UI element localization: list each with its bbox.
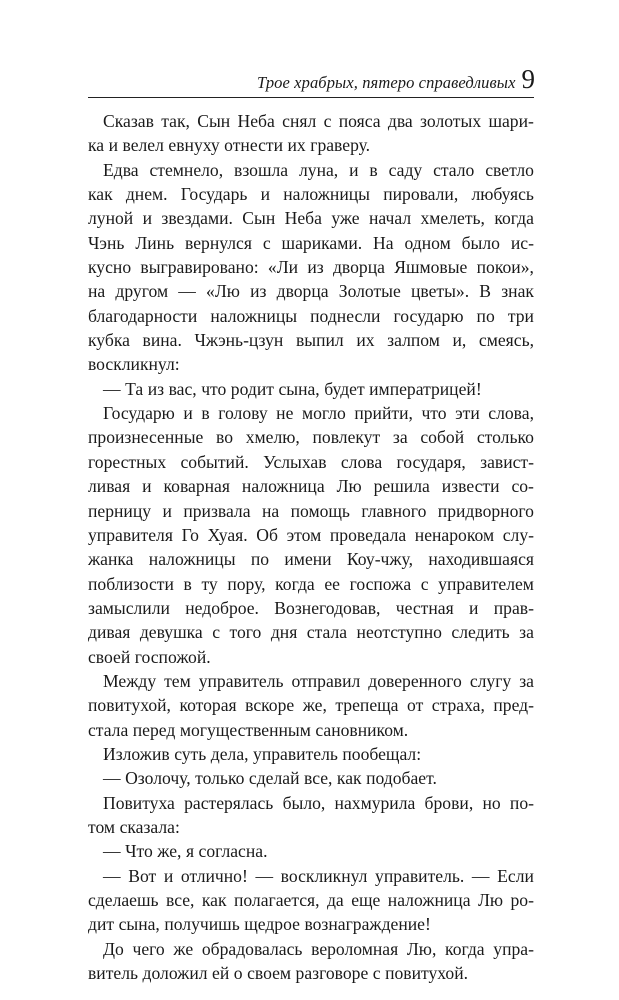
text-line: произнесенные во хмелю, повлекут за собой столько bbox=[88, 427, 534, 448]
text-line: дивая девушка с того дня стала неотступно следить за bbox=[88, 622, 534, 643]
text-line: Между тем управитель отправил доверенного слугу за bbox=[103, 670, 534, 691]
text-line: Чэнь Линь вернулся с шариками. На одном было ис- bbox=[88, 232, 534, 253]
text-line: — Что же, я согласна. bbox=[103, 841, 268, 862]
text-line: — Та из вас, что родит сына, будет императрицей! bbox=[103, 378, 482, 399]
text-line: своей госпожой. bbox=[88, 646, 211, 667]
text-line: луной и звездами. Сын Неба уже начал хмелеть, когда bbox=[88, 208, 534, 229]
text-line: кубка вина. Чжэнь-цзун выпил их залпом и, смеясь, bbox=[88, 330, 534, 351]
text-line: управителя Го Хуая. Об этом проведала ненароком слу- bbox=[88, 524, 534, 545]
text-line: Едва стемнело, взошла луна, и в саду стало светло bbox=[103, 159, 534, 180]
header-rule bbox=[88, 97, 534, 98]
text-line: дит сына, получишь щедрое вознаграждение! bbox=[88, 914, 431, 935]
text-line: стала перед могущественным сановником. bbox=[88, 719, 409, 740]
text-line: ливая и коварная наложница Лю решила извести со- bbox=[88, 476, 534, 497]
text-line: том сказала: bbox=[88, 816, 180, 837]
text-line: Повитуха растерялась было, нахмурила брови, но по- bbox=[103, 792, 534, 813]
running-header bbox=[257, 66, 535, 93]
text-line: сделаешь все, как полагается, да еще наложница Лю ро- bbox=[88, 890, 534, 910]
text-line: Сказав так, Сын Неба снял с пояса два золотых шари- bbox=[103, 111, 534, 131]
text-line: замыслили недоброе. Вознегодовав, честная и прав- bbox=[88, 597, 534, 618]
text-line: — Озолочу, только сделай все, как подобает. bbox=[103, 768, 437, 789]
text-line: перницу и призвала на помощь главного придворного bbox=[88, 500, 534, 521]
body-text bbox=[88, 111, 534, 987]
text-line: Изложив суть дела, управитель пообещал: bbox=[103, 743, 422, 764]
text-line: Государю и в голову не могло прийти, что эти слова, bbox=[103, 403, 534, 424]
text-line: повитухой, которая вскоре же, трепеща от страха, пред- bbox=[88, 695, 534, 716]
text-line: ка и велел евнуху отнести их граверу. bbox=[88, 135, 371, 156]
text-line: жанка наложницы по имени Коу-чжу, находившаяся bbox=[88, 549, 534, 570]
text-line: воскликнул: bbox=[88, 354, 180, 375]
text-line: До чего же обрадовалась вероломная Лю, когда упра- bbox=[103, 938, 534, 959]
text-line: поблизости в ту пору, когда ее госпожа с управителем bbox=[88, 573, 534, 594]
text-line: — Вот и отлично! — воскликнул управитель. — Если bbox=[103, 865, 534, 886]
text-line: как днем. Государь и наложницы пировали, любуясь bbox=[88, 184, 534, 205]
running-title: Трое храбрых, пятеро справедливых bbox=[256, 73, 516, 92]
text-line: витель доложил ей о своем разговоре с повитухой. bbox=[88, 963, 469, 984]
text-line: кусно выгравировано: «Ли из дворца Яшмовые покои», bbox=[88, 257, 534, 278]
text-line: благодарности наложницы поднесли государю по три bbox=[88, 305, 534, 326]
text-line: горестных событий. Услыхав слова государя, завист- bbox=[88, 451, 534, 472]
text-line: на другом — «Лю из дворца Золотые цветы». В знак bbox=[88, 281, 534, 302]
page-number: 9 bbox=[521, 64, 535, 94]
